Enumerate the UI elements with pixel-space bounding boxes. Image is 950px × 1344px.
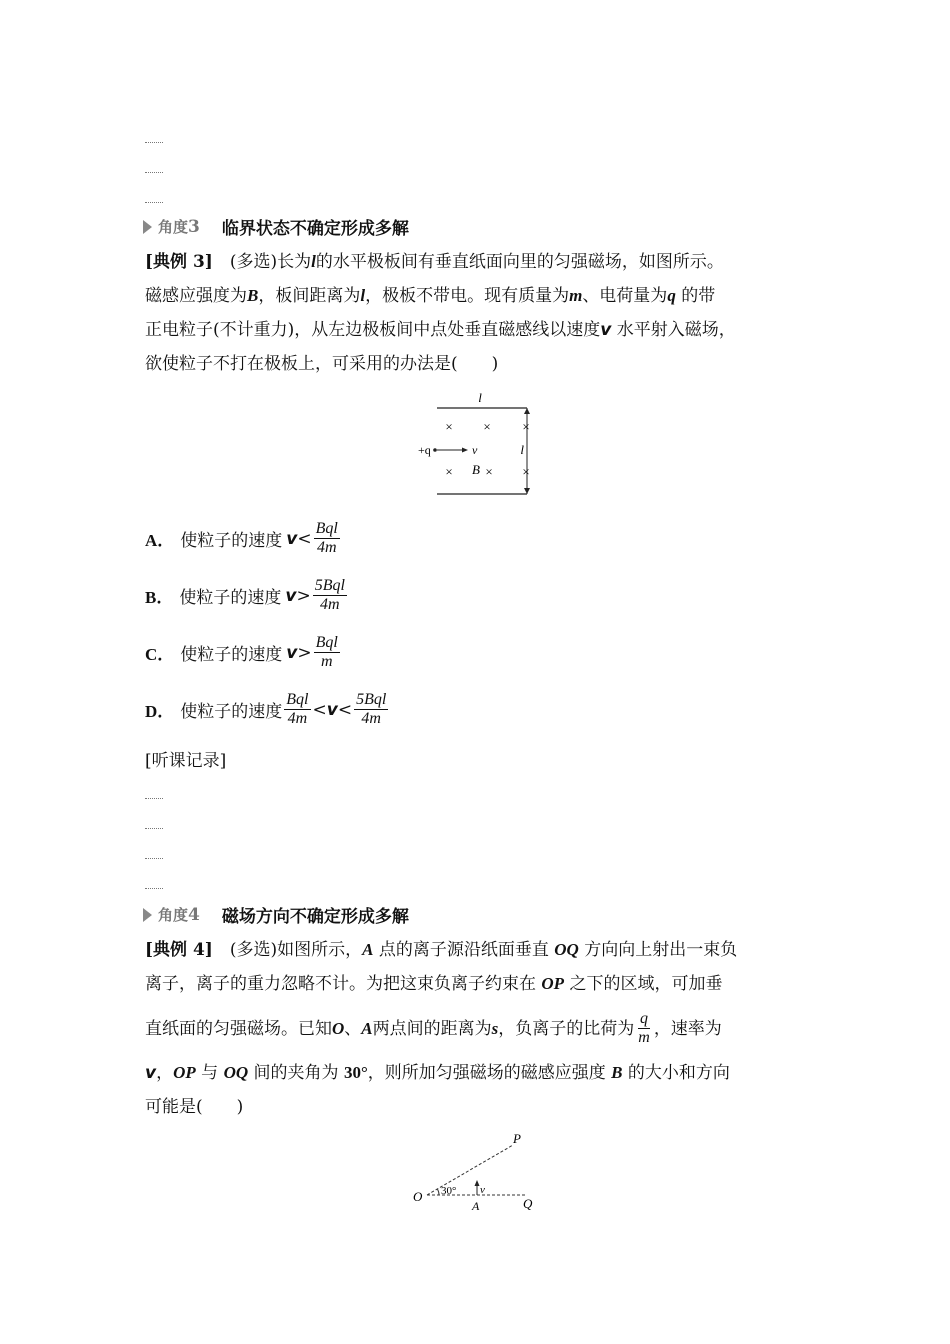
- fraction: $\frac{\text{Bql}}{4m}$: [286, 691, 309, 727]
- arrow-right-icon: [462, 448, 468, 453]
- note-line: [145, 888, 163, 889]
- plate-gap-label: l: [520, 442, 524, 457]
- note-line: [145, 142, 163, 143]
- note-line: [145, 798, 163, 799]
- fraction: $\frac{\text{5Bql}}{4m}$: [356, 691, 387, 727]
- fraction: $\frac{q}{m}$: [638, 1010, 650, 1046]
- op-line: [427, 1145, 513, 1195]
- option-a[interactable]: A． 使粒子的速度 v < $\frac{\text{Bql}}{4m}$: [145, 520, 338, 556]
- angle-label: 30°: [441, 1185, 457, 1197]
- option-b[interactable]: B． 使粒子的速度 v > $\frac{\text{5Bql}}{4m}$: [145, 577, 345, 613]
- point-p-label: P: [513, 1131, 521, 1146]
- plate-length-label: l: [478, 390, 482, 405]
- point-q-label: Q: [523, 1196, 533, 1211]
- triangle-icon: [143, 908, 152, 922]
- field-cross: ×: [483, 419, 491, 434]
- note-line: [145, 858, 163, 859]
- field-label: B: [472, 462, 480, 477]
- field-cross: ×: [485, 464, 493, 479]
- arrow-up-icon: [524, 408, 530, 414]
- charge-label: +q: [418, 443, 431, 457]
- angle-tag: 角度4: [158, 905, 200, 925]
- arrow-up-icon: [475, 1180, 480, 1186]
- velocity-label: v: [472, 443, 478, 457]
- velocity-label: v: [480, 1184, 485, 1196]
- angle-tag: 角度3: [158, 217, 200, 237]
- note-line: [145, 202, 163, 203]
- section-4-header: [143, 902, 409, 927]
- note-line: [145, 828, 163, 829]
- field-cross: ×: [445, 419, 453, 434]
- lecture-notes-label: [听课记录]: [145, 751, 227, 771]
- example-4-line-3: 直纸面的匀强磁场。已知 O 、 A 两点间的距离为 s ，负离子的比荷为 $\frac{q}{m}$ ，速率为: [145, 1010, 722, 1046]
- angle-figure: [405, 1128, 545, 1218]
- arrow-down-icon: [524, 488, 530, 494]
- particle-dot: [433, 448, 437, 452]
- angle-arc: [437, 1189, 439, 1195]
- section-title: 临界状态不确定形成多解: [221, 219, 409, 239]
- field-cross: ×: [522, 419, 530, 434]
- example-4-lines-4-5: v，OP 与 OQ 间的夹角为 30°，则所加匀强磁场的磁感应强度 B 的大小和方向 可能是( ): [145, 1063, 730, 1117]
- option-c[interactable]: C． 使粒子的速度 v > $\frac{\text{Bql}}{m}$: [145, 634, 338, 670]
- section-title: 磁场方向不确定形成多解: [221, 907, 409, 927]
- fraction: $\frac{\text{Bql}}{4m}$: [315, 520, 338, 556]
- note-line: [145, 172, 163, 173]
- option-d[interactable]: D． 使粒子的速度 $\frac{\text{Bql}}{4m}$ < v < $\frac{\text{5Bql}}{4m}$: [145, 691, 387, 727]
- point-o-label: O: [413, 1189, 423, 1204]
- example-4-text: [典例 4] (多选)如图所示，A 点的离子源沿纸面垂直 OQ 方向向上射出一束负 离子，离子的重力忽略不计。为把这束负离子约束在 OP 之下的区域，可加垂: [145, 940, 738, 994]
- fraction: $\frac{\text{Bql}}{m}$: [315, 634, 338, 670]
- magnetic-field-figure: [410, 388, 545, 500]
- triangle-icon: [143, 220, 152, 234]
- fraction: $\frac{\text{5Bql}}{4m}$: [314, 577, 345, 613]
- point-a-label: A: [472, 1199, 480, 1213]
- example-3-text: [典例 3] (多选)长为l的水平极板间有垂直纸面向里的匀强磁场，如图所示。 磁感应强度为B，板间距离为l，极板不带电。现有质量为m、电荷量为q 的带 正电粒子(不计重力)，从左边极板间中点处垂直磁感线以速度v 水平射入磁场， 欲使粒子不打在极板上，可采用的办法是( ): [145, 252, 736, 374]
- section-3-header: [143, 214, 409, 239]
- field-cross: ×: [522, 464, 530, 479]
- field-cross: ×: [445, 464, 453, 479]
